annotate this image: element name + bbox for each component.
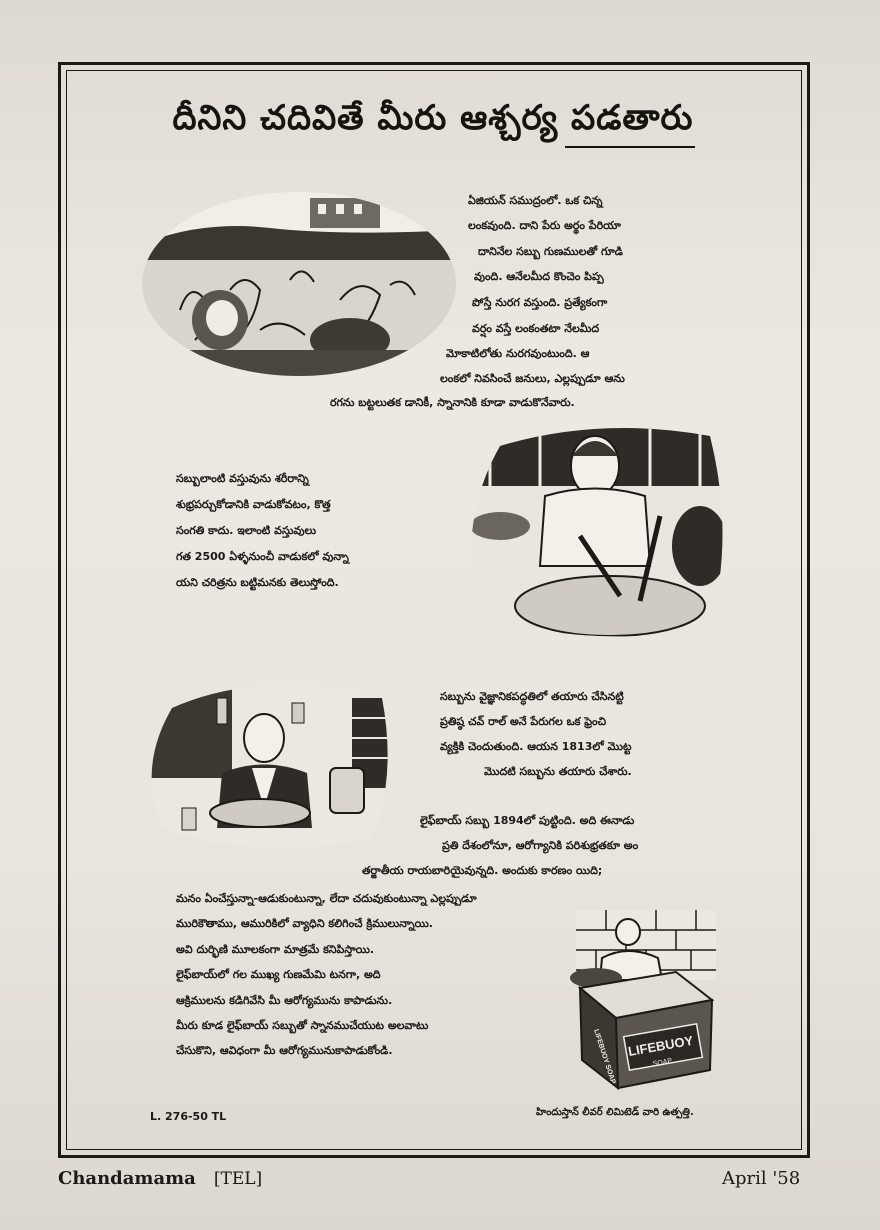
text-line: తర్జాతీయ రాయబారియైవున్నది. అందుకు కారణం యిది;: [362, 864, 603, 877]
text-line: సబ్బును వైజ్ఞానికపద్ధతిలో తయారు చేసినట్టి: [440, 690, 624, 703]
text-line: సబ్బులాంటి వస్తువును శరీరాన్ని: [176, 472, 309, 485]
text-line: చేసుకొని, ఆవిధంగా మీ ఆరోగ్యమునుకాపాడుకోండి.: [176, 1044, 393, 1057]
text-line: లైఫ్‌బాయ్‌లో గల ముఖ్య గుణమేమి టనగా, అది: [176, 968, 381, 981]
ad-code: L. 276-50 TL: [150, 1110, 227, 1123]
text-line: వర్షం వస్తే లంకంతటా నేలమీద: [472, 322, 600, 335]
text-line: యని చరిత్రను బట్టిమనకు తెలుస్తోంది.: [176, 576, 339, 589]
text-line: గత 2500 ఏళ్ళనుంచీ వాడుకలో వున్నా: [176, 550, 349, 563]
text-line: మోకాటిలోతు నురగవుంటుంది. ఆ: [446, 347, 590, 360]
text-line: రగను బట్టలుతక డానికీ, స్నానానికి కూడా వాడుకొనేవారు.: [330, 396, 575, 409]
footer-date: April '58: [722, 1168, 801, 1189]
text-line: మనం ఏంచేస్తున్నా-ఆడుకుంటున్నా, లేదా చదువుకుంటున్నా ఎల్లప్పుడూ: [176, 892, 477, 905]
soap-brand-label: LIFEBUOY: [626, 1032, 695, 1059]
soap-small-label: SOAP: [652, 1057, 673, 1068]
text-line: శుభ్రపర్చుకోడానికి వాడుకోవటం, కొత్త: [176, 498, 331, 511]
headline-underline: [565, 146, 695, 148]
headline: దీనిని చదివితే మీరు ఆశ్చర్య పడతారు: [172, 98, 694, 138]
chemist-lab-illustration: [142, 678, 392, 856]
text-line: మురికౌతాము, ఆమురికిలో వ్యాధిని కలిగించే క్రిములున్నాయి.: [176, 917, 433, 930]
text-line: లంకవుంది. దాని పేరు అర్థం పేరియా: [468, 219, 621, 232]
text-line: సంగతి కాదు. ఇలాంటి వస్తువులు: [176, 524, 317, 537]
text-line: దానినేల సబ్బు గుణములతో గూడి: [478, 245, 623, 258]
manufacturer-credit: హిందుస్తాన్ లీవర్ లిమిటెడ్ వారి ఉత్పత్తి.: [536, 1107, 694, 1118]
text-line: ఏజియన్ సముద్రంలో. ఒక చిన్న: [468, 194, 603, 207]
magazine-name: Chandamama: [58, 1168, 196, 1189]
text-line: వ్యక్తికి చెందుతుంది. ఆయన 1813లో మొట్ట: [440, 740, 632, 753]
text-line: లైఫ్‌బాయ్ సబ్బు 1894లో పుట్టింది. అది ఈనాడు: [420, 814, 635, 827]
lifebuoy-soap-illustration: [566, 910, 716, 1096]
text-line: ప్రతిష్ఠ చవ్ రాల్ అనే పేరుగల ఒక ఫ్రెంచి: [440, 715, 607, 728]
text-line: లంకలో నివసించే జనులు, ఎల్లప్పుడూ ఆను: [440, 372, 625, 385]
island-bathers-illustration: [140, 190, 458, 378]
edition-tag: [TEL]: [213, 1169, 263, 1189]
soap-side-label: LIFEBUOY SOAP: [592, 1028, 617, 1085]
text-line: మీరు కూడ లైఫ్‌బాయ్ సబ్బుతో స్నానముచేయుట అలవాటు: [176, 1019, 429, 1032]
text-line: వుంది. ఆనేలమీద కొంచెం పిప్ప: [474, 270, 604, 283]
text-line: ఆక్రిములను కడిగివేసి మీ ఆరోగ్యమును కాపాడును.: [176, 994, 393, 1007]
text-line: ప్రతి దేశంలోనూ, ఆరోగ్యానికి పరిశుభ్రతకూ అం: [442, 839, 639, 852]
text-line: పోస్తే నురగ వస్తుంది. ప్రత్యేకంగా: [472, 296, 608, 309]
man-stirring-cauldron-illustration: [460, 426, 732, 644]
text-line: అవి దుర్భిణి మూలకంగా మాత్రమే కనిపిస్తాయి.: [176, 943, 375, 956]
footer-magazine: [58, 1168, 262, 1189]
text-line: మొదటి సబ్బును తయారు చేశారు.: [484, 765, 632, 778]
